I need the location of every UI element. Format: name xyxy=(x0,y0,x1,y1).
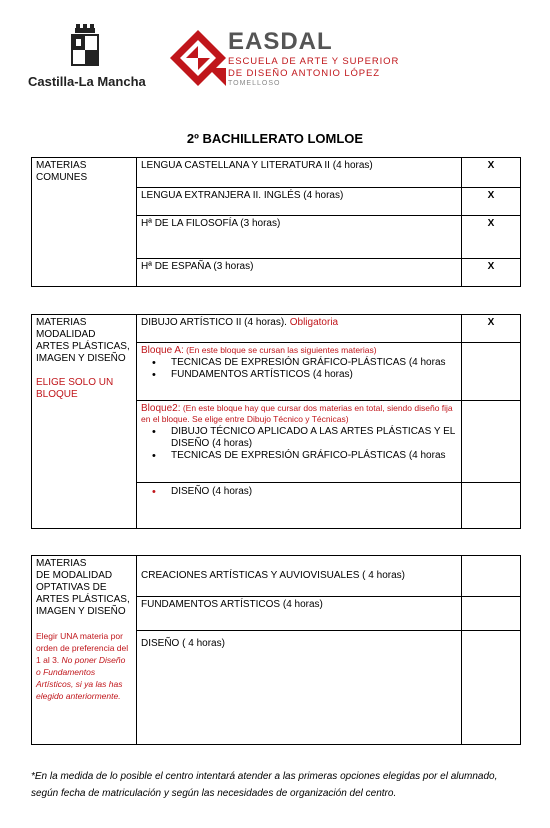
optional-subjects-table xyxy=(31,555,521,745)
list-item: • FUNDAMENTOS ARTÍSTICOS (4 horas) xyxy=(171,369,457,381)
preference-cell[interactable] xyxy=(462,597,521,631)
subject-cell: LENGUA CASTELLANA Y LITERATURA II (4 horas) xyxy=(137,158,462,188)
mandatory-note: Obligatoria xyxy=(289,317,339,328)
subject-cell: CREACIONES ARTÍSTICAS Y AUVIOVISUALES ( 4 horas) xyxy=(137,556,462,597)
list-item: • TECNICAS DE EXPRESIÓN GRÁFICO-PLÁSTICAS (4 horas xyxy=(171,357,457,369)
optional-instruction: Elegir UNA materia por orden de preferencia del 1 al 3. No poner Diseño o Fundamentos Artísticos, si ya las has elegido anteriormente. xyxy=(36,631,129,701)
list-item: • DISEÑO (4 horas) xyxy=(171,486,457,498)
subject-cell: DIBUJO ARTÍSTICO II (4 horas). Obligatoria xyxy=(137,315,462,343)
selection-mark: X xyxy=(462,158,521,188)
common-subjects-label: MATERIAS COMUNES xyxy=(32,158,137,287)
school-line2: DE DISEÑO ANTONIO LÓPEZ xyxy=(228,68,380,79)
list-item: • TECNICAS DE EXPRESIÓN GRÁFICO-PLÁSTICAS (4 horas xyxy=(171,450,457,462)
modality-instruction: ELIGE SOLO UN xyxy=(36,377,114,388)
block-a-title: Bloque A: xyxy=(141,345,184,356)
subject-cell: LENGUA EXTRANJERA II. INGLÉS (4 horas) xyxy=(137,188,462,216)
region-logo-text: Castilla-La Mancha xyxy=(28,74,146,89)
school-name: EASDAL xyxy=(228,28,333,55)
common-subjects-table xyxy=(31,157,521,287)
selection-mark: X xyxy=(462,216,521,259)
region-logo xyxy=(28,22,146,94)
optional-label: MATERIAS DE MODALIDAD OPTATIVAS DE ARTES PLÁSTICAS, IMAGEN Y DISEÑO Elegir UNA materia por orden de preferencia del 1 al 3. No poner Diseño o Fundamentos Artísticos, si ya las has elegido anteriormente. xyxy=(32,556,137,745)
modality-instruction: BLOQUE xyxy=(36,389,78,400)
selection-cell[interactable] xyxy=(462,483,521,529)
subject-cell: Hª DE ESPAÑA (3 horas) xyxy=(137,259,462,287)
school-logo xyxy=(168,28,528,98)
subject-cell: Hª DE LA FILOSOFÍA (3 horas) xyxy=(137,216,462,259)
list-item: • DIBUJO TÉCNICO APLICADO A LAS ARTES PLÁSTICAS Y EL DISEÑO (4 horas) xyxy=(171,426,457,450)
school-city: TOMELLOSO xyxy=(228,80,281,87)
school-line1: ESCUELA DE ARTE Y SUPERIOR xyxy=(228,56,400,67)
selection-mark: X xyxy=(462,259,521,287)
selection-mark: X xyxy=(462,188,521,216)
subject-cell: DISEÑO ( 4 horas) xyxy=(137,631,462,745)
block-2-title: Bloque2: xyxy=(141,403,181,414)
modality-label: MATERIAS MODALIDAD ARTES PLÁSTICAS, IMAGEN Y DISEÑO ELIGE SOLO UN BLOQUE xyxy=(32,315,137,529)
block-2-cell: Bloque2: (En este bloque hay que cursar dos materias en total, siendo diseño fija en el bloque. Se elige entre Dibujo Técnico y Técnicas) • DIBUJO TÉCNICO APLICADO A LAS ARTES PLÁSTICAS Y EL DISEÑO (4 horas) • TECNICAS DE EXPRESIÓN GRÁFICO-PLÁSTICAS (4 horas xyxy=(137,401,462,483)
selection-cell[interactable] xyxy=(462,401,521,483)
subject-cell: FUNDAMENTOS ARTÍSTICOS (4 horas) xyxy=(137,597,462,631)
selection-cell[interactable] xyxy=(462,343,521,401)
preference-cell[interactable] xyxy=(462,556,521,597)
design-cell xyxy=(137,483,462,529)
page-title: 2º BACHILLERATO LOMLOE xyxy=(186,131,364,146)
school-emblem-icon xyxy=(168,28,228,92)
preference-cell[interactable] xyxy=(462,631,521,745)
selection-mark: X xyxy=(462,315,521,343)
block-a-cell: Bloque A: (En este bloque se cursan las siguientes materias) • TECNICAS DE EXPRESIÓN GRÁFICO-PLÁSTICAS (4 horas • FUNDAMENTOS ARTÍSTICOS (4 horas) xyxy=(137,343,462,401)
footnote: *En la medida de lo posible el centro intentará atender a las primeras opciones elegidas por el alumnado, según fecha de matriculación y según las necesidades de organización del centro. xyxy=(31,771,498,799)
modality-subjects-table xyxy=(31,314,521,529)
region-crest-icon xyxy=(28,22,140,74)
